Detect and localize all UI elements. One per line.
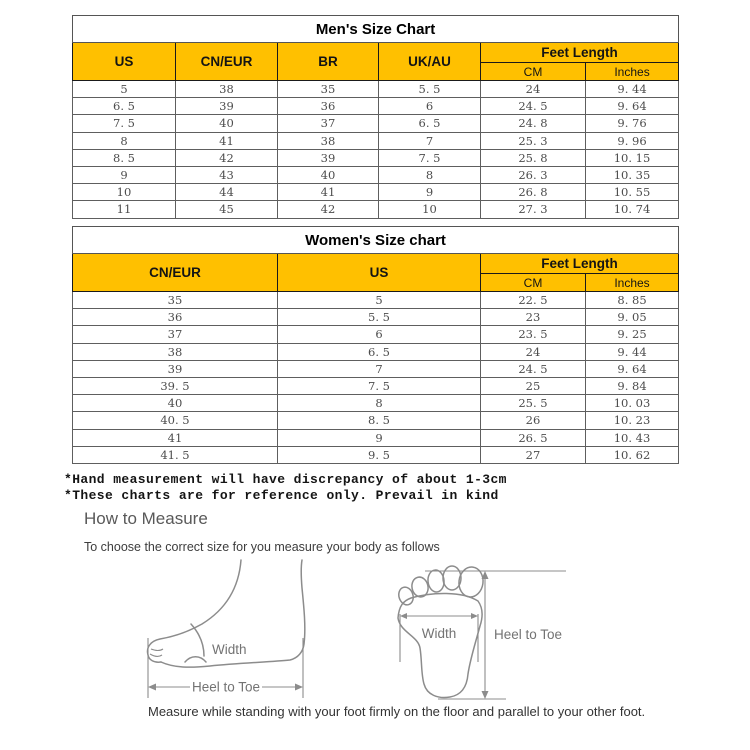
table-cell: 5. 5 (278, 309, 481, 326)
toe-crease (151, 649, 163, 651)
table-row (73, 132, 679, 149)
table-cell: 9. 44 (586, 343, 679, 360)
sole-outline (398, 593, 482, 697)
table-row (73, 166, 679, 183)
col-header-us: US (278, 254, 481, 292)
table-cell: 10. 15 (586, 149, 679, 166)
arrowhead-right (471, 613, 478, 619)
table-cell: 6 (278, 326, 481, 343)
table-row (73, 98, 679, 115)
table-cell: 39 (176, 98, 278, 115)
foot-side-view-diagram (138, 558, 320, 706)
table-cell: 5 (278, 292, 481, 309)
table-cell: 9. 64 (586, 360, 679, 377)
side-width-label: Width (212, 642, 247, 657)
col-header-feet-length: Feet Length (481, 254, 679, 274)
table-cell: 40 (176, 115, 278, 132)
table-cell: 10 (379, 201, 481, 218)
table-cell: 23. 5 (481, 326, 586, 343)
foot-top-view-diagram (390, 556, 572, 708)
table-cell: 10. 74 (586, 201, 679, 218)
table-cell: 8. 5 (278, 412, 481, 429)
toe-crease (150, 654, 162, 656)
table-row (73, 184, 679, 201)
mens-table-title: Men's Size Chart (73, 16, 679, 43)
table-cell: 26. 8 (481, 184, 586, 201)
table-cell: 8 (379, 166, 481, 183)
table-cell: 40. 5 (73, 412, 278, 429)
table-cell: 43 (176, 166, 278, 183)
table-cell: 11 (73, 201, 176, 218)
table-cell: 10. 23 (586, 412, 679, 429)
table-row (73, 309, 679, 326)
ball-arc (185, 657, 206, 662)
table-cell: 38 (278, 132, 379, 149)
disclaimer-notes (64, 472, 507, 504)
table-cell: 44 (176, 184, 278, 201)
mens-size-chart-table (72, 15, 679, 219)
col-header-uk-au: UK/AU (379, 43, 481, 81)
table-cell: 7 (278, 360, 481, 377)
table-cell: 35 (278, 81, 379, 98)
table-cell: 37 (278, 115, 379, 132)
table-cell: 35 (73, 292, 278, 309)
table-cell: 8 (73, 132, 176, 149)
col-header-us: US (73, 43, 176, 81)
table-cell: 6. 5 (379, 115, 481, 132)
table-cell: 27 (481, 446, 586, 463)
arrowhead-right (295, 684, 303, 691)
table-cell: 6. 5 (73, 98, 176, 115)
mens-header-row (73, 43, 679, 63)
table-cell: 7 (379, 132, 481, 149)
table-row (73, 446, 679, 463)
col-header-inches: Inches (586, 274, 679, 292)
table-cell: 25. 8 (481, 149, 586, 166)
table-row (73, 81, 679, 98)
table-cell: 25. 5 (481, 395, 586, 412)
table-cell: 25 (481, 377, 586, 394)
table-cell: 24 (481, 81, 586, 98)
table-cell: 24. 8 (481, 115, 586, 132)
measure-instruction-caption: Measure while standing with your foot firmly on the floor and parallel to your other foot. (148, 704, 646, 719)
table-cell: 42 (278, 201, 379, 218)
table-cell: 9. 05 (586, 309, 679, 326)
table-row (73, 429, 679, 446)
table-cell: 10. 43 (586, 429, 679, 446)
table-cell: 23 (481, 309, 586, 326)
note-reference-only: *These charts are for reference only. Prevail in kind (64, 488, 499, 503)
col-header-inches: Inches (586, 63, 679, 81)
table-cell: 39. 5 (73, 377, 278, 394)
table-cell: 8. 85 (586, 292, 679, 309)
table-cell: 7. 5 (278, 377, 481, 394)
col-header-cm: CM (481, 63, 586, 81)
table-cell: 26. 3 (481, 166, 586, 183)
table-cell: 10. 35 (586, 166, 679, 183)
how-to-measure-subtitle: To choose the correct size for you measure your body as follows (84, 540, 440, 554)
table-cell: 24 (481, 343, 586, 360)
table-row (73, 360, 679, 377)
table-cell: 38 (73, 343, 278, 360)
table-cell: 10. 03 (586, 395, 679, 412)
table-cell: 26 (481, 412, 586, 429)
table-row (73, 292, 679, 309)
table-cell: 9. 96 (586, 132, 679, 149)
womens-header-row (73, 254, 679, 274)
table-cell: 9 (73, 166, 176, 183)
col-header-cn-eur: CN/EUR (73, 254, 278, 292)
table-cell: 5. 5 (379, 81, 481, 98)
table-cell: 24. 5 (481, 360, 586, 377)
col-header-cm: CM (481, 274, 586, 292)
table-cell: 5 (73, 81, 176, 98)
mens-title-row (73, 16, 679, 43)
table-row (73, 377, 679, 394)
arrowhead-left (148, 684, 156, 691)
col-header-br: BR (278, 43, 379, 81)
table-cell: 8. 5 (73, 149, 176, 166)
table-cell: 24. 5 (481, 98, 586, 115)
table-cell: 42 (176, 149, 278, 166)
table-cell: 36 (278, 98, 379, 115)
arrowhead-left (400, 613, 407, 619)
table-cell: 45 (176, 201, 278, 218)
table-cell: 40 (278, 166, 379, 183)
table-cell: 26. 5 (481, 429, 586, 446)
table-cell: 6. 5 (278, 343, 481, 360)
arrowhead-down (482, 691, 489, 699)
table-cell: 40 (73, 395, 278, 412)
side-heel-to-toe-label: Heel to Toe (191, 679, 261, 695)
table-cell: 9. 84 (586, 377, 679, 394)
table-cell: 9. 64 (586, 98, 679, 115)
col-header-feet-length: Feet Length (481, 43, 679, 63)
top-width-label: Width (421, 626, 457, 641)
table-row (73, 326, 679, 343)
col-header-cn-eur: CN/EUR (176, 43, 278, 81)
table-cell: 22. 5 (481, 292, 586, 309)
table-cell: 7. 5 (379, 149, 481, 166)
table-cell: 9. 5 (278, 446, 481, 463)
table-cell: 41 (278, 184, 379, 201)
table-cell: 10. 55 (586, 184, 679, 201)
note-measurement-discrepancy: *Hand measurement will have discrepancy of about 1-3cm (64, 472, 507, 487)
table-cell: 39 (73, 360, 278, 377)
table-cell: 25. 3 (481, 132, 586, 149)
table-cell: 6 (379, 98, 481, 115)
table-cell: 41. 5 (73, 446, 278, 463)
table-cell: 39 (278, 149, 379, 166)
table-cell: 10 (73, 184, 176, 201)
table-cell: 9. 76 (586, 115, 679, 132)
table-row (73, 343, 679, 360)
table-cell: 9 (278, 429, 481, 446)
mens-table-body (73, 81, 679, 219)
table-cell: 9 (379, 184, 481, 201)
table-cell: 8 (278, 395, 481, 412)
table-row (73, 412, 679, 429)
womens-title-row (73, 227, 679, 254)
womens-table-body (73, 292, 679, 464)
table-cell: 37 (73, 326, 278, 343)
table-row (73, 115, 679, 132)
table-cell: 9. 44 (586, 81, 679, 98)
table-cell: 27. 3 (481, 201, 586, 218)
table-cell: 41 (73, 429, 278, 446)
table-cell: 10. 62 (586, 446, 679, 463)
table-row (73, 149, 679, 166)
womens-table-title: Women's Size chart (73, 227, 679, 254)
toe (443, 566, 461, 590)
table-cell: 38 (176, 81, 278, 98)
top-heel-to-toe-label: Heel to Toe (494, 627, 563, 642)
table-row (73, 395, 679, 412)
toe (427, 569, 445, 593)
table-cell: 41 (176, 132, 278, 149)
how-to-measure-heading: How to Measure (84, 509, 208, 528)
table-cell: 7. 5 (73, 115, 176, 132)
table-cell: 9. 25 (586, 326, 679, 343)
table-row (73, 201, 679, 218)
table-cell: 36 (73, 309, 278, 326)
womens-size-chart-table (72, 226, 679, 464)
